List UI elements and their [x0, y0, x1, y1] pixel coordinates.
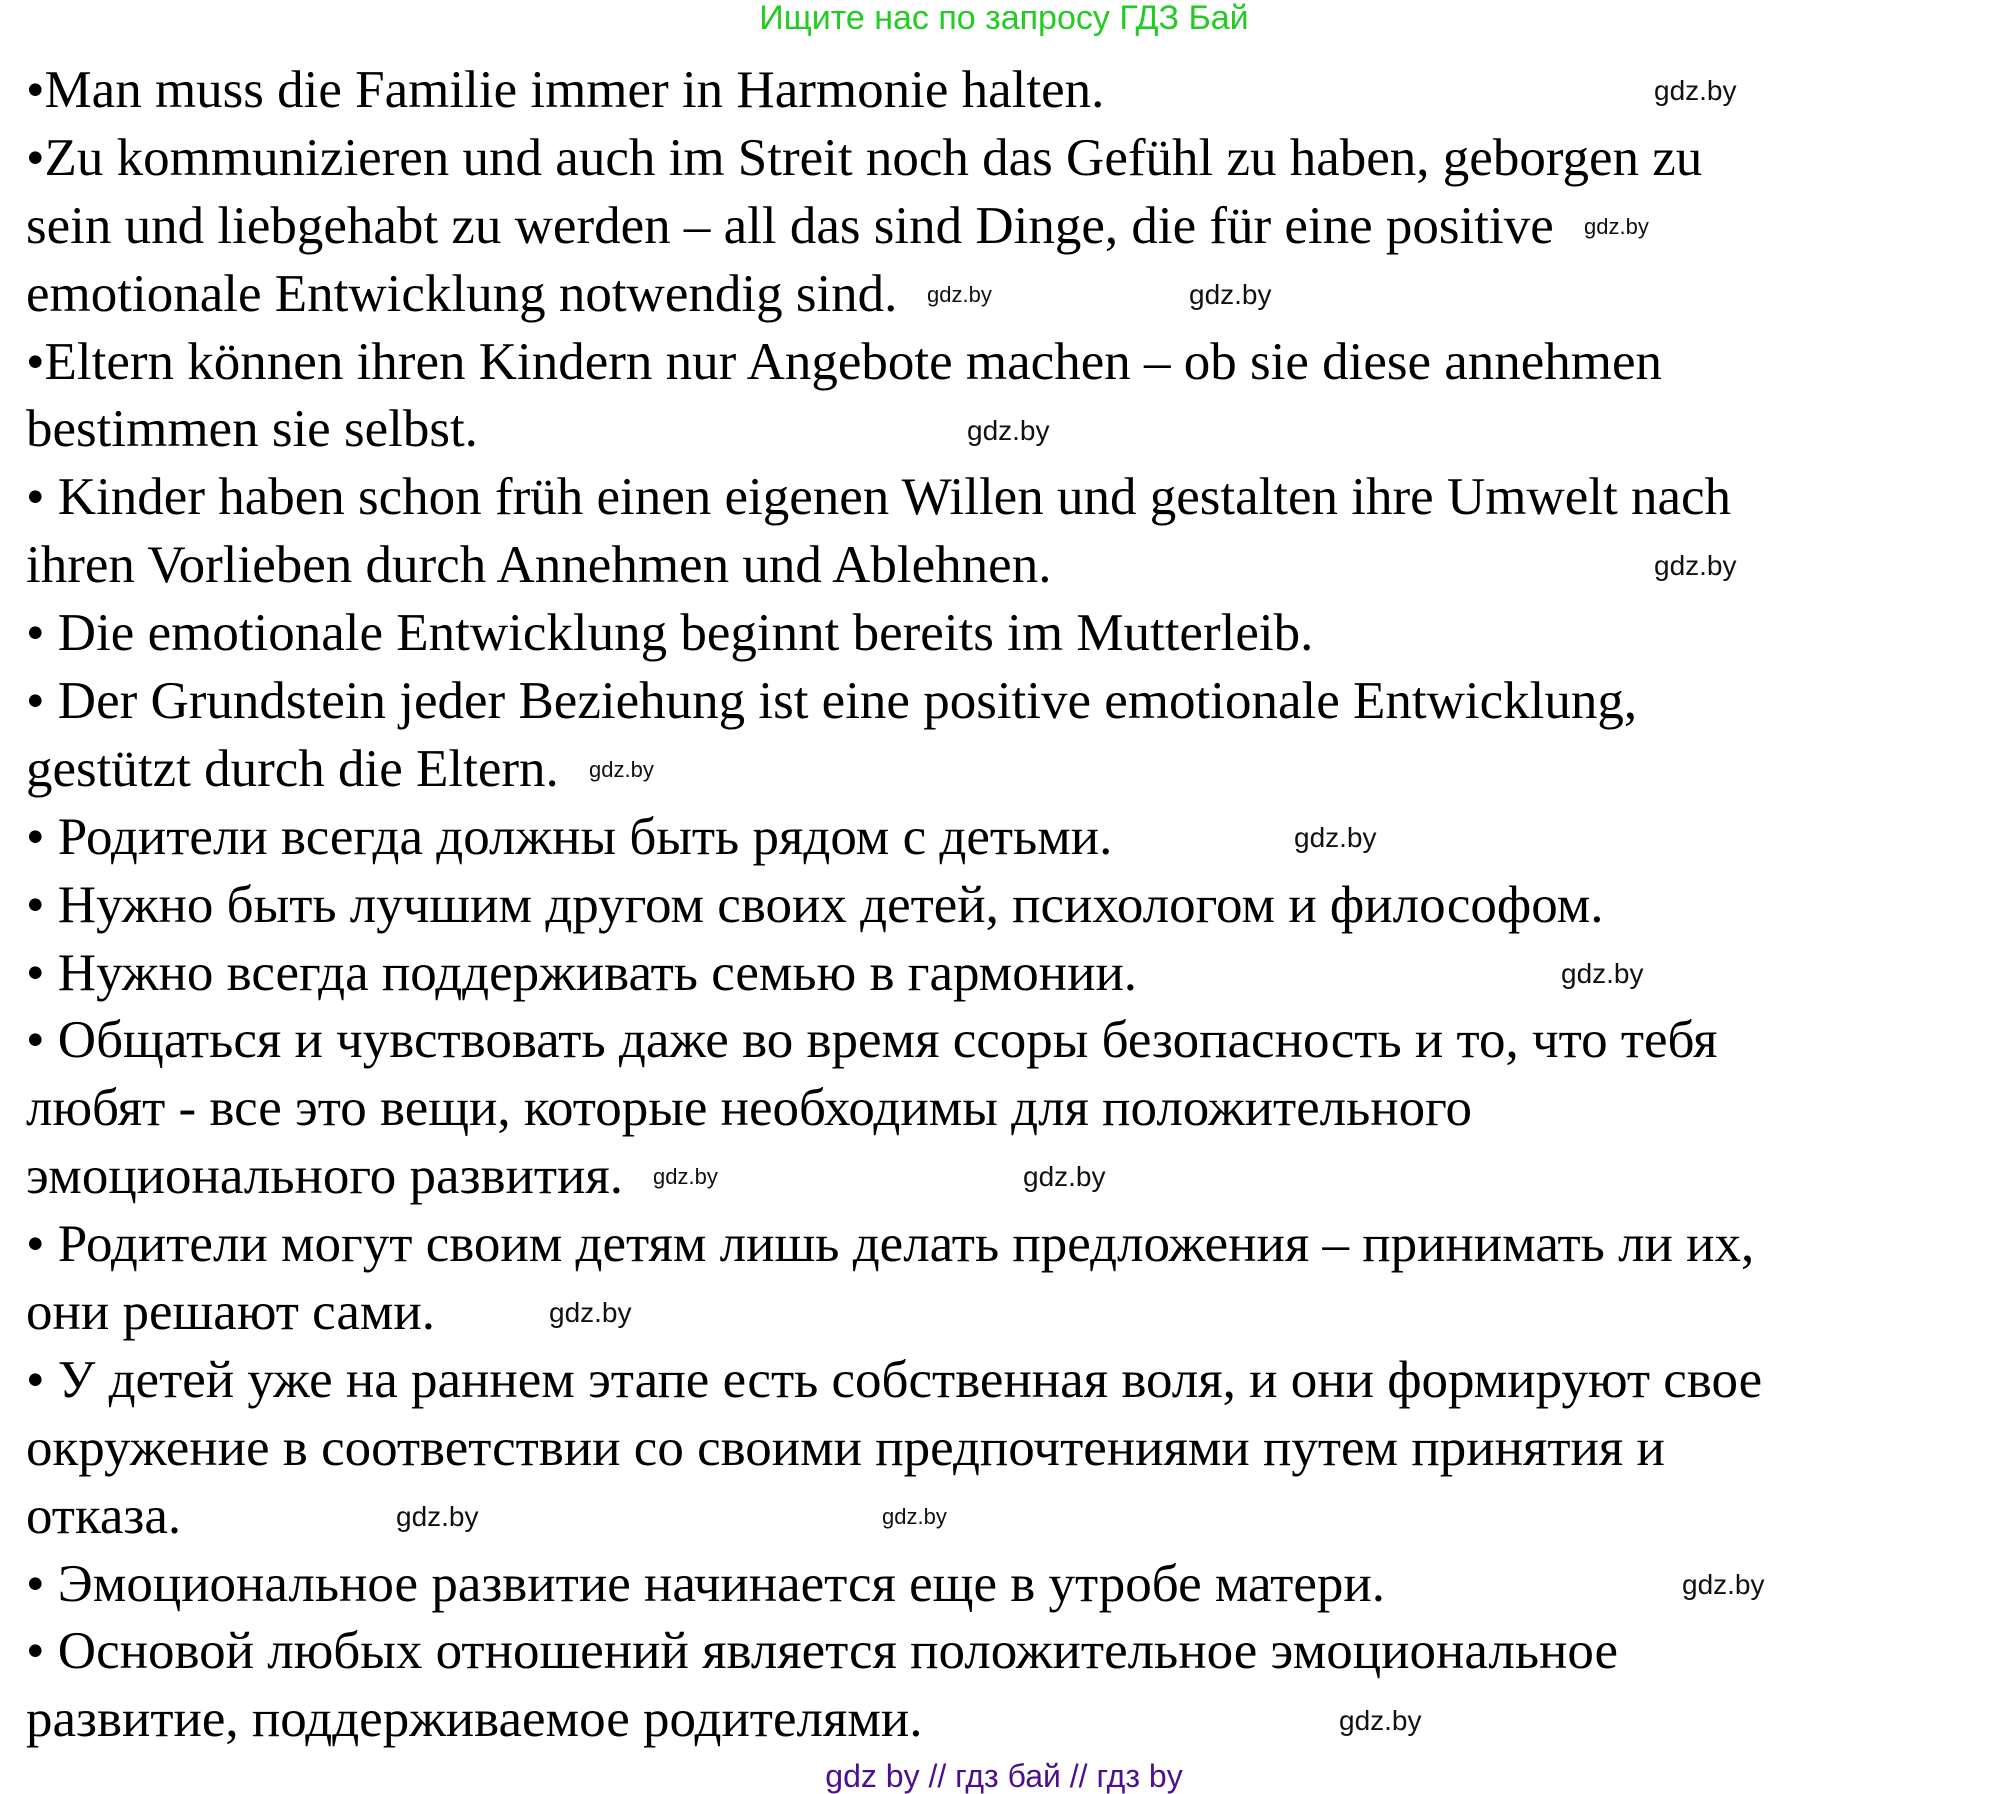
- text-line: emotionale Entwicklung notwendig sind.: [26, 264, 898, 323]
- search-hint-banner: Ищите нас по запросу ГДЗ Бай: [759, 0, 1249, 37]
- text-line: •Eltern können ihren Kindern nur Angebote machen – ob sie diese annehmen: [26, 332, 1663, 391]
- watermark: gdz.by: [882, 1503, 947, 1529]
- text-line: • Нужно всегда поддерживать семью в гармонии.: [26, 943, 1138, 1002]
- watermark: gdz.by: [1584, 213, 1649, 239]
- text-line: •Man muss die Familie immer in Harmonie halten.: [26, 61, 1105, 119]
- watermark: gdz.by: [396, 1500, 479, 1532]
- text-line: • Общаться и чувствовать даже во время ссоры безопасность и то, что тебя: [26, 1011, 1718, 1070]
- watermark: gdz.by: [967, 414, 1050, 446]
- text-line: • Родители могут своим детям лишь делать предложения – принимать ли их,: [26, 1215, 1755, 1274]
- text-line: sein und liebgehabt zu werden – all das sind Dinge, die für eine positive: [26, 196, 1554, 255]
- watermark: gdz.by: [653, 1164, 718, 1190]
- text-line: • Die emotionale Entwicklung beginnt bereits im Mutterleib.: [26, 604, 1314, 663]
- text-line: они решают сами.: [26, 1283, 435, 1342]
- text-line: • Основой любых отношений является положительное эмоциональное: [26, 1622, 1619, 1681]
- text-line: любят - все это вещи, которые необходимы для положительного: [26, 1079, 1473, 1138]
- text-line: • Эмоциональное развитие начинается еще в утробе матери.: [26, 1554, 1385, 1613]
- watermark: gdz.by: [1654, 75, 1737, 106]
- text-line: окружение в соответствии со своими предпочтениями путем принятия и: [26, 1418, 1665, 1477]
- watermark: gdz.by: [1339, 1704, 1422, 1736]
- text-line: gestützt durch die Eltern.: [26, 739, 559, 798]
- text-line: •Zu kommunizieren und auch im Streit noch das Gefühl zu haben, geborgen zu: [26, 128, 1703, 187]
- text-line: bestimmen sie selbst.: [26, 400, 478, 459]
- watermark: gdz.by: [1023, 1161, 1106, 1193]
- watermark: gdz.by: [1682, 1568, 1765, 1600]
- watermark: gdz.by: [1189, 278, 1272, 310]
- watermark: gdz.by: [1561, 957, 1644, 989]
- watermark: gdz.by: [549, 1297, 632, 1329]
- watermark: gdz.by: [1294, 821, 1377, 853]
- text-line: развитие, поддерживаемое родителями.: [26, 1690, 923, 1749]
- text-line: ihren Vorlieben durch Annehmen und Ablehnen.: [26, 536, 1052, 595]
- text-line: • У детей уже на раннем этапе есть собственная воля, и они формируют свое: [26, 1350, 1763, 1409]
- text-line: • Kinder haben schon früh einen eigenen Willen und gestalten ihre Umwelt nach: [26, 468, 1732, 527]
- text-line: отказа.: [26, 1486, 182, 1545]
- footer-links: gdz by // гдз бай // гдз by: [825, 1758, 1183, 1794]
- watermark: gdz.by: [927, 281, 992, 307]
- text-line: эмоционального развития.: [26, 1147, 624, 1206]
- watermark: gdz.by: [1654, 550, 1737, 582]
- text-line: • Родители всегда должны быть рядом с детьми.: [26, 807, 1113, 866]
- text-line: • Нужно быть лучшим другом своих детей, психологом и философом.: [26, 875, 1604, 934]
- answer-text: [26, 57, 1762, 1754]
- text-line: • Der Grundstein jeder Beziehung ist eine positive emotionale Entwicklung,: [26, 672, 1638, 731]
- watermark: gdz.by: [589, 757, 654, 782]
